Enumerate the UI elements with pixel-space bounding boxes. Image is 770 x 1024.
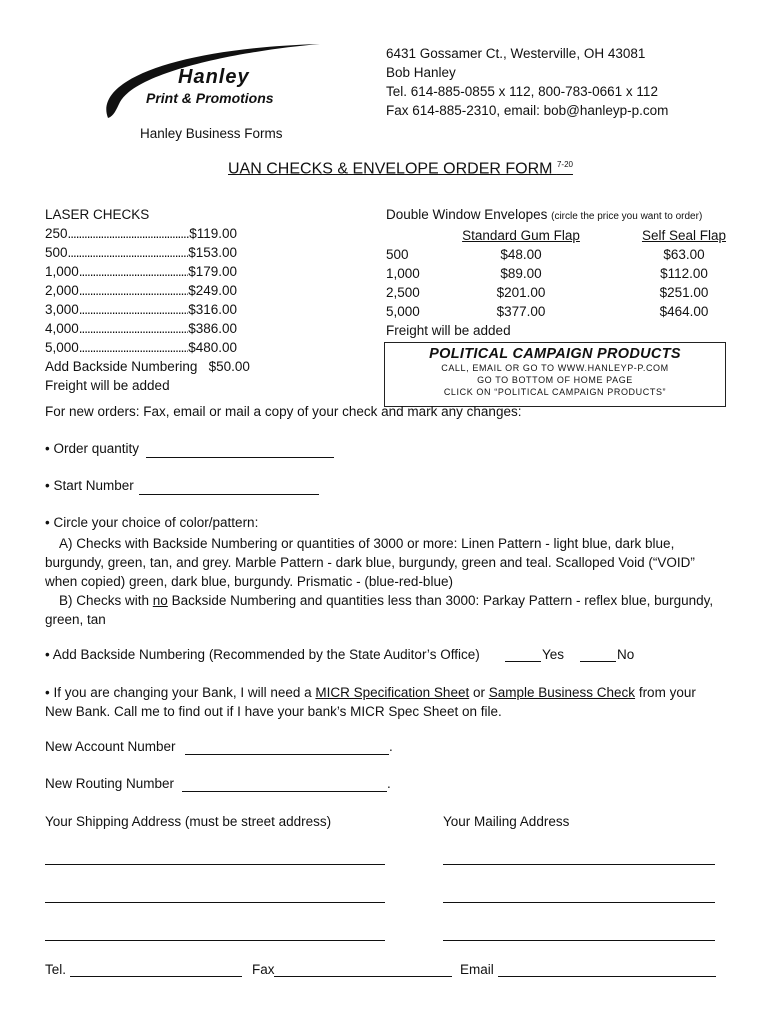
laser-qty: 250: [45, 226, 68, 241]
period: .: [387, 776, 391, 791]
email-label: Email: [460, 962, 494, 977]
leader-dots: [79, 300, 188, 319]
backside-question: • Add Backside Numbering (Recommended by the State Auditor’s Office): [45, 647, 480, 662]
laser-qty: 1,000: [45, 264, 79, 279]
routing-number-label: New Routing Number: [45, 776, 175, 791]
order-quantity-field[interactable]: [146, 457, 334, 458]
env-qty: 2,500: [386, 285, 420, 300]
laser-row: [45, 243, 237, 262]
address: 6431 Gossamer Ct., Westerville, OH 43081: [386, 46, 646, 61]
leader-dots: [79, 319, 188, 338]
laser-row: [45, 300, 237, 319]
env-self-price[interactable]: $63.00: [663, 247, 705, 262]
business-forms-label: Hanley Business Forms: [140, 126, 283, 141]
laser-row: [45, 224, 237, 243]
laser-checks-heading: LASER CHECKS: [45, 207, 150, 222]
laser-qty: 5,000: [45, 340, 79, 355]
laser-price: $386.00: [188, 321, 237, 336]
tel-label: Tel.: [45, 962, 67, 977]
leader-dots: [79, 338, 188, 357]
laser-price: $153.00: [188, 245, 237, 260]
contact-name: Bob Hanley: [386, 65, 456, 80]
env-self-price[interactable]: $251.00: [659, 285, 709, 300]
no-label: No: [617, 647, 635, 662]
col-standard-gum: Standard Gum Flap: [462, 228, 580, 243]
env-gum-price[interactable]: $201.00: [496, 285, 546, 300]
laser-price: $316.00: [188, 302, 237, 317]
laser-price: $179.00: [188, 264, 237, 279]
form-title: [228, 160, 573, 178]
envelopes-section: [386, 205, 744, 340]
fax-email: Fax 614-885-2310, email: bob@hanleyp-p.com: [386, 103, 669, 118]
envelopes-title: Double Window Envelopes: [386, 207, 548, 222]
envelopes-heading: [386, 205, 744, 226]
leader-dots: [79, 262, 188, 281]
shipping-address-line-1[interactable]: [45, 864, 385, 865]
laser-price: $119.00: [189, 226, 237, 241]
fax-label: Fax: [252, 962, 275, 977]
political-campaign-box: [384, 342, 726, 407]
laser-row: [45, 281, 237, 300]
env-gum-price[interactable]: $48.00: [500, 247, 542, 262]
leader-dots: [68, 243, 189, 262]
backside-no-field[interactable]: [580, 661, 616, 662]
envelope-row: [386, 302, 744, 321]
laser-qty: 2,000: [45, 283, 79, 298]
option-b-post: Backside Numbering and quantities less than 3000: Parkay Pattern - reflex blue, burgundy, green, tan: [45, 593, 714, 627]
shipping-address-line-2[interactable]: [45, 902, 385, 903]
account-number-field[interactable]: [185, 754, 389, 755]
contact-block: [386, 44, 668, 120]
sample-check-link: Sample Business Check: [488, 685, 636, 700]
env-gum-price[interactable]: $377.00: [496, 304, 546, 319]
logo-name: Hanley: [178, 66, 250, 88]
envelopes-note: (circle the price you want to order): [551, 211, 703, 222]
start-number-field[interactable]: [139, 494, 319, 495]
routing-number-field[interactable]: [182, 791, 387, 792]
laser-row: [45, 319, 237, 338]
leader-dots: [79, 281, 188, 300]
col-self-seal: Self Seal Flap: [641, 228, 727, 243]
env-self-price[interactable]: $464.00: [659, 304, 709, 319]
laser-price: $249.00: [188, 283, 237, 298]
env-self-price[interactable]: $112.00: [660, 266, 708, 281]
backside-numbering-price: Add Backside Numbering $50.00: [45, 359, 250, 374]
logo-subtitle: Print & Promotions: [146, 90, 274, 106]
new-orders-instruction: For new orders: Fax, email or mail a copy of your check and mark any changes:: [45, 404, 522, 419]
shipping-address-label: Your Shipping Address (must be street address): [45, 814, 332, 829]
backside-yes-field[interactable]: [505, 661, 541, 662]
political-heading: POLITICAL CAMPAIGN PRODUCTS: [429, 346, 681, 362]
laser-qty: 4,000: [45, 321, 79, 336]
leader-dots: [68, 224, 190, 243]
form-version: 7-20: [556, 160, 573, 169]
laser-row: [45, 338, 237, 357]
mailing-address-line-3[interactable]: [443, 940, 715, 941]
political-line: CLICK ON “POLITICAL CAMPAIGN PRODUCTS”: [443, 387, 667, 397]
order-quantity-label: • Order quantity: [45, 441, 140, 456]
mailing-address-line-1[interactable]: [443, 864, 715, 865]
env-gum-price[interactable]: $89.00: [500, 266, 542, 281]
start-number-label: • Start Number: [45, 478, 134, 493]
laser-qty: 500: [45, 245, 68, 260]
envelopes-header-row: [386, 226, 744, 245]
laser-checks-section: [45, 205, 250, 395]
circle-choice-label: • Circle your choice of color/pattern:: [45, 515, 259, 530]
yes-label: Yes: [542, 647, 565, 662]
tel-field[interactable]: [70, 976, 242, 977]
option-b-no: no: [152, 593, 168, 608]
laser-qty: 3,000: [45, 302, 79, 317]
option-a-text: A) Checks with Backside Numbering or quantities of 3000 or more: Linen Pattern - light blue, dark blue, burgundy, green, tan, and grey. Marble Pattern - dark blue, burgundy, green and teal. Scalloped Void (“VOID” when copied) green, dark blue, burgundy. Prismatic - (blue-red-blue): [45, 536, 695, 589]
form-title-text: UAN CHECKS & ENVELOPE ORDER FORM: [228, 160, 553, 178]
option-b-text: [45, 591, 715, 629]
option-b-pre: B) Checks with: [59, 593, 153, 608]
fax-field[interactable]: [274, 976, 452, 977]
envelopes-table: [386, 226, 744, 321]
laser-freight-note: Freight will be added: [45, 378, 170, 393]
laser-row: [45, 262, 237, 281]
envelope-row: [386, 245, 744, 264]
micr-spec-link: MICR Specification Sheet: [315, 685, 470, 700]
email-field[interactable]: [498, 976, 716, 977]
bank-post: from your New Bank. Call me to find out if I have your bank’s MICR Spec Sheet on file.: [45, 685, 696, 719]
laser-price: $480.00: [188, 340, 237, 355]
bank-change-text: [45, 683, 715, 721]
envelopes-freight-note: Freight will be added: [386, 323, 511, 338]
period: .: [389, 739, 393, 754]
mailing-address-label: Your Mailing Address: [443, 814, 570, 829]
env-qty: 5,000: [386, 304, 420, 319]
mailing-address-line-2[interactable]: [443, 902, 715, 903]
env-qty: 500: [386, 247, 409, 262]
shipping-address-line-3[interactable]: [45, 940, 385, 941]
env-qty: 1,000: [386, 266, 420, 281]
political-line: CALL, EMAIL OR GO TO WWW.HANLEYP-P.COM: [441, 363, 669, 373]
envelope-row: [386, 264, 744, 283]
phone: Tel. 614-885-0855 x 112, 800-783-0661 x 112: [386, 84, 658, 99]
envelope-row: [386, 283, 744, 302]
political-line: GO TO BOTTOM OF HOME PAGE: [477, 375, 633, 385]
bank-or: or: [469, 685, 489, 700]
bank-pre: • If you are changing your Bank, I will need a: [45, 685, 316, 700]
account-number-label: New Account Number: [45, 739, 176, 754]
